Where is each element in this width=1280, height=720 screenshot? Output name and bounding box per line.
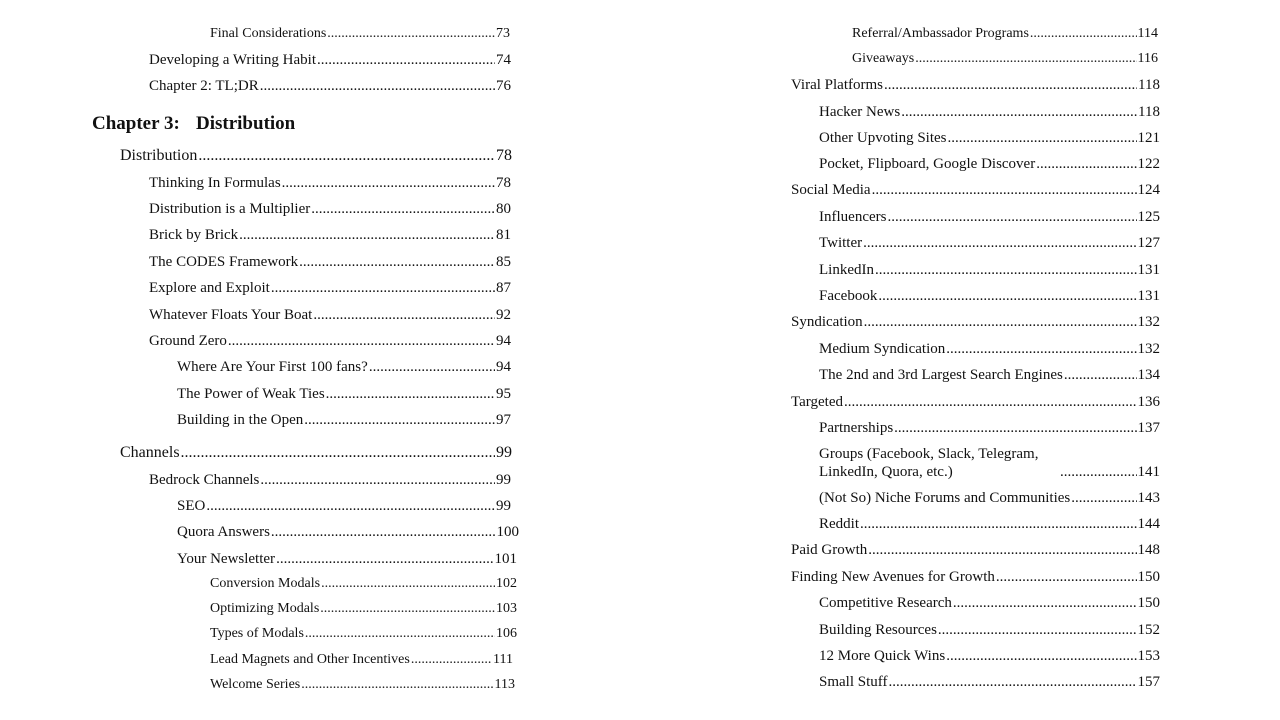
dot-leader [313, 306, 495, 324]
toc-entry-title: Conversion Modals [210, 576, 321, 591]
toc-entry-page: 131 [1137, 262, 1160, 278]
toc-entry-title: Your Newsletter [177, 551, 276, 567]
toc-entry[interactable] [210, 25, 510, 43]
toc-entry-title: Other Upvoting Sites [819, 130, 947, 146]
dot-leader [901, 103, 1137, 121]
toc-entry-page: 124 [1137, 182, 1160, 198]
toc-entry[interactable] [791, 568, 1160, 586]
toc-entry-page: 78 [496, 147, 512, 164]
dot-leader [181, 444, 495, 462]
toc-entry-page: 131 [1137, 288, 1160, 304]
toc-entry-page: 118 [1138, 104, 1160, 120]
dot-leader [875, 261, 1137, 279]
dot-leader [863, 234, 1136, 252]
toc-entry-page: 85 [496, 254, 511, 270]
toc-entry[interactable] [177, 411, 511, 429]
toc-entry-page: 132 [1137, 314, 1160, 330]
toc-entry-page: 80 [496, 201, 511, 217]
toc-entry-title: Building in the Open [177, 412, 304, 428]
toc-entry-page: 114 [1137, 26, 1158, 41]
dot-leader [1071, 489, 1136, 507]
dot-leader [282, 174, 495, 192]
dot-leader [327, 25, 495, 43]
toc-entry[interactable] [149, 77, 511, 95]
dot-leader [271, 523, 496, 541]
toc-entry[interactable] [819, 489, 1160, 507]
toc-entry-title: Chapter 2: TL;DR [149, 78, 259, 94]
toc-entry-page: 102 [496, 576, 517, 591]
toc-entry[interactable] [149, 471, 511, 489]
dot-leader [888, 673, 1136, 691]
toc-entry-title: Influencers [819, 209, 887, 225]
toc-entry[interactable] [149, 174, 511, 192]
toc-entry[interactable] [791, 181, 1160, 199]
toc-entry[interactable] [210, 676, 515, 694]
toc-entry[interactable] [149, 226, 511, 244]
toc-entry[interactable] [819, 208, 1160, 226]
toc-entry-page: 100 [496, 524, 519, 540]
toc-entry[interactable] [819, 129, 1160, 147]
toc-entry[interactable] [819, 673, 1160, 691]
toc-entry-title: Developing a Writing Habit [149, 52, 316, 68]
toc-entry[interactable] [819, 366, 1160, 384]
toc-entry-page: 134 [1137, 367, 1160, 383]
toc-entry-page: 99 [496, 444, 512, 461]
dot-leader [1030, 25, 1137, 43]
toc-entry[interactable] [149, 306, 511, 324]
toc-entry-title: Syndication [791, 314, 863, 330]
toc-entry[interactable] [149, 253, 511, 271]
toc-entry-title: Small Stuff [819, 674, 888, 690]
toc-entry-title: Where Are Your First 100 fans? [177, 359, 368, 375]
toc-entry-title: The 2nd and 3rd Largest Search Engines [819, 367, 1063, 383]
toc-entry-title: Optimizing Modals [210, 601, 320, 616]
dot-leader [276, 550, 493, 568]
dot-leader [860, 515, 1137, 533]
toc-entry-page: 125 [1137, 209, 1160, 225]
toc-entry-title: Bedrock Channels [149, 472, 260, 488]
toc-entry-page: 99 [496, 498, 511, 514]
dot-leader [228, 332, 495, 350]
toc-entry-title: Ground Zero [149, 333, 227, 349]
toc-entry-page: 144 [1137, 516, 1160, 532]
chapter-label: Chapter 3: [92, 113, 180, 134]
toc-entry[interactable] [819, 261, 1160, 279]
toc-entry-page: 127 [1137, 235, 1160, 251]
toc-entry-title: Channels [120, 444, 180, 461]
toc-entry[interactable] [149, 332, 511, 350]
dot-leader [946, 340, 1136, 358]
toc-entry[interactable] [819, 419, 1160, 437]
toc-entry-title: 12 More Quick Wins [819, 648, 946, 664]
dot-leader [1060, 463, 1137, 481]
toc-entry[interactable] [149, 200, 511, 218]
toc-entry[interactable] [149, 279, 511, 297]
toc-entry-page: 137 [1137, 420, 1160, 436]
toc-entry-title: The CODES Framework [149, 254, 299, 270]
dot-leader [915, 50, 1136, 68]
toc-entry[interactable] [791, 393, 1160, 411]
toc-entry-page: 157 [1137, 674, 1160, 690]
toc-entry-page: 153 [1137, 648, 1160, 664]
toc-entry-title: Hacker News [819, 104, 901, 120]
dot-leader [206, 497, 495, 515]
toc-entry-page: 116 [1137, 51, 1158, 66]
toc-entry-title: Explore and Exploit [149, 280, 270, 296]
toc-entry-title: Groups (Facebook, Slack, Telegram, LinkedIn, Quora, etc.) [819, 446, 1039, 480]
dot-leader [305, 625, 495, 643]
toc-entry-title: Quora Answers [177, 524, 270, 540]
dot-leader [321, 575, 495, 593]
toc-entry-title: LinkedIn [819, 262, 874, 278]
dot-leader [1036, 155, 1136, 173]
toc-entry-title: Facebook [819, 288, 878, 304]
toc-entry-page: 136 [1137, 394, 1160, 410]
toc-entry-page: 150 [1137, 595, 1160, 611]
dot-leader [872, 181, 1137, 199]
dot-leader [411, 651, 492, 669]
toc-entry-title: Targeted [791, 394, 843, 410]
toc-entry[interactable] [819, 594, 1160, 612]
toc-entry[interactable] [852, 50, 1158, 68]
dot-leader [844, 393, 1137, 411]
toc-entry-page: 122 [1137, 156, 1160, 172]
toc-entry-title: Referral/Ambassador Programs [852, 26, 1029, 41]
toc-entry-title: Thinking In Formulas [149, 175, 281, 191]
toc-entry-page: 121 [1137, 130, 1160, 146]
toc-entry-title: Pocket, Flipboard, Google Discover [819, 156, 1036, 172]
toc-entry-title: Welcome Series [210, 677, 301, 692]
toc-entry-page: 152 [1137, 622, 1160, 638]
toc-entry-title: Lead Magnets and Other Incentives [210, 652, 410, 667]
toc-entry[interactable] [120, 147, 512, 165]
toc-entry-page: 103 [496, 601, 517, 616]
dot-leader [996, 568, 1137, 586]
toc-entry-page: 99 [496, 472, 511, 488]
toc-entry-title: Social Media [791, 182, 871, 198]
toc-entry-page: 148 [1137, 542, 1160, 558]
dot-leader [369, 358, 495, 376]
toc-entry-page: 76 [496, 78, 511, 94]
toc-entry[interactable] [149, 51, 511, 69]
toc-entry-page: 113 [494, 677, 515, 692]
dot-leader [953, 594, 1137, 612]
dot-leader [304, 411, 495, 429]
toc-entry-title: Twitter [819, 235, 863, 251]
toc-entry[interactable] [819, 647, 1160, 665]
dot-leader [326, 385, 495, 403]
toc-entry-page: 78 [496, 175, 511, 191]
toc-entry-title: Viral Platforms [791, 77, 883, 93]
toc-entry-title: Giveaways [852, 51, 915, 66]
dot-leader [887, 208, 1136, 226]
toc-entry[interactable] [791, 541, 1160, 559]
dot-leader [299, 253, 495, 271]
toc-entry-page: 74 [496, 52, 511, 68]
dot-leader [260, 77, 495, 95]
dot-leader [239, 226, 495, 244]
dot-leader [878, 287, 1136, 305]
toc-entry-title: Reddit [819, 516, 859, 532]
dot-leader [938, 621, 1137, 639]
toc-entry-page: 97 [496, 412, 511, 428]
toc-entry[interactable] [177, 497, 511, 515]
toc-entry-title: Building Resources [819, 622, 937, 638]
dot-leader [301, 676, 493, 694]
dot-leader [198, 147, 495, 165]
toc-entry[interactable] [819, 340, 1160, 358]
toc-entry-page: 87 [496, 280, 511, 296]
toc-entry-title: Finding New Avenues for Growth [791, 569, 995, 585]
toc-entry[interactable] [791, 76, 1160, 94]
chapter-title: Distribution [196, 113, 296, 134]
toc-entry[interactable] [819, 287, 1160, 305]
toc-entry-title: (Not So) Niche Forums and Communities [819, 490, 1071, 506]
toc-entry-page: 94 [496, 333, 511, 349]
toc-entry-page: 143 [1137, 490, 1160, 506]
toc-entry-page: 92 [496, 307, 511, 323]
toc-entry-title: The Power of Weak Ties [177, 386, 325, 402]
dot-leader [260, 471, 495, 489]
toc-entry[interactable] [177, 385, 511, 403]
dot-leader [948, 129, 1137, 147]
toc-entry-page: 101 [494, 551, 517, 567]
toc-entry[interactable] [210, 625, 517, 643]
dot-leader [868, 541, 1136, 559]
dot-leader [311, 200, 495, 218]
toc-entry-page: 118 [1138, 77, 1160, 93]
toc-entry[interactable] [819, 621, 1160, 639]
dot-leader [1064, 366, 1137, 384]
toc-entry[interactable] [210, 651, 513, 669]
toc-entry[interactable] [177, 523, 519, 541]
toc-entry-title: Distribution is a Multiplier [149, 201, 311, 217]
toc-entry-title: Final Considerations [210, 26, 327, 41]
dot-leader [884, 76, 1137, 94]
toc-entry-page: 141 [1137, 464, 1160, 480]
dot-leader [317, 51, 495, 69]
toc-entry-title: Partnerships [819, 420, 894, 436]
toc-entry-title: Whatever Floats Your Boat [149, 307, 313, 323]
toc-entry-title: Distribution [120, 147, 198, 164]
toc-entry[interactable] [177, 550, 517, 568]
toc-entry-title: Brick by Brick [149, 227, 239, 243]
dot-leader [320, 600, 495, 618]
toc-entry-page: 73 [496, 26, 510, 41]
toc-entry-title: Paid Growth [791, 542, 868, 558]
toc-entry-title: Competitive Research [819, 595, 952, 611]
toc-entry-page: 94 [496, 359, 511, 375]
toc-entry[interactable] [819, 103, 1160, 121]
toc-entry-page: 81 [496, 227, 511, 243]
toc-entry[interactable] [819, 155, 1160, 173]
toc-entry[interactable] [210, 600, 517, 618]
dot-leader [894, 419, 1136, 437]
toc-entry-page: 132 [1137, 341, 1160, 357]
toc-entry[interactable] [819, 515, 1160, 533]
toc-entry[interactable] [177, 358, 511, 376]
toc-entry-page: 111 [493, 652, 513, 667]
toc-entry[interactable] [120, 444, 512, 462]
toc-entry-page: 150 [1137, 569, 1160, 585]
dot-leader [864, 313, 1137, 331]
toc-entry-title: Types of Modals [210, 626, 304, 641]
toc-entry[interactable] [852, 25, 1158, 43]
toc-entry-page: 106 [496, 626, 517, 641]
chapter-heading [92, 113, 295, 135]
toc-entry[interactable] [819, 234, 1160, 252]
toc-entry-page: 95 [496, 386, 511, 402]
toc-entry-title: SEO [177, 498, 206, 514]
dot-leader [271, 279, 495, 297]
toc-entry[interactable] [210, 575, 517, 593]
toc-entry[interactable] [819, 445, 1160, 481]
dot-leader [946, 647, 1136, 665]
toc-entry[interactable] [791, 313, 1160, 331]
toc-entry-title: Medium Syndication [819, 341, 946, 357]
